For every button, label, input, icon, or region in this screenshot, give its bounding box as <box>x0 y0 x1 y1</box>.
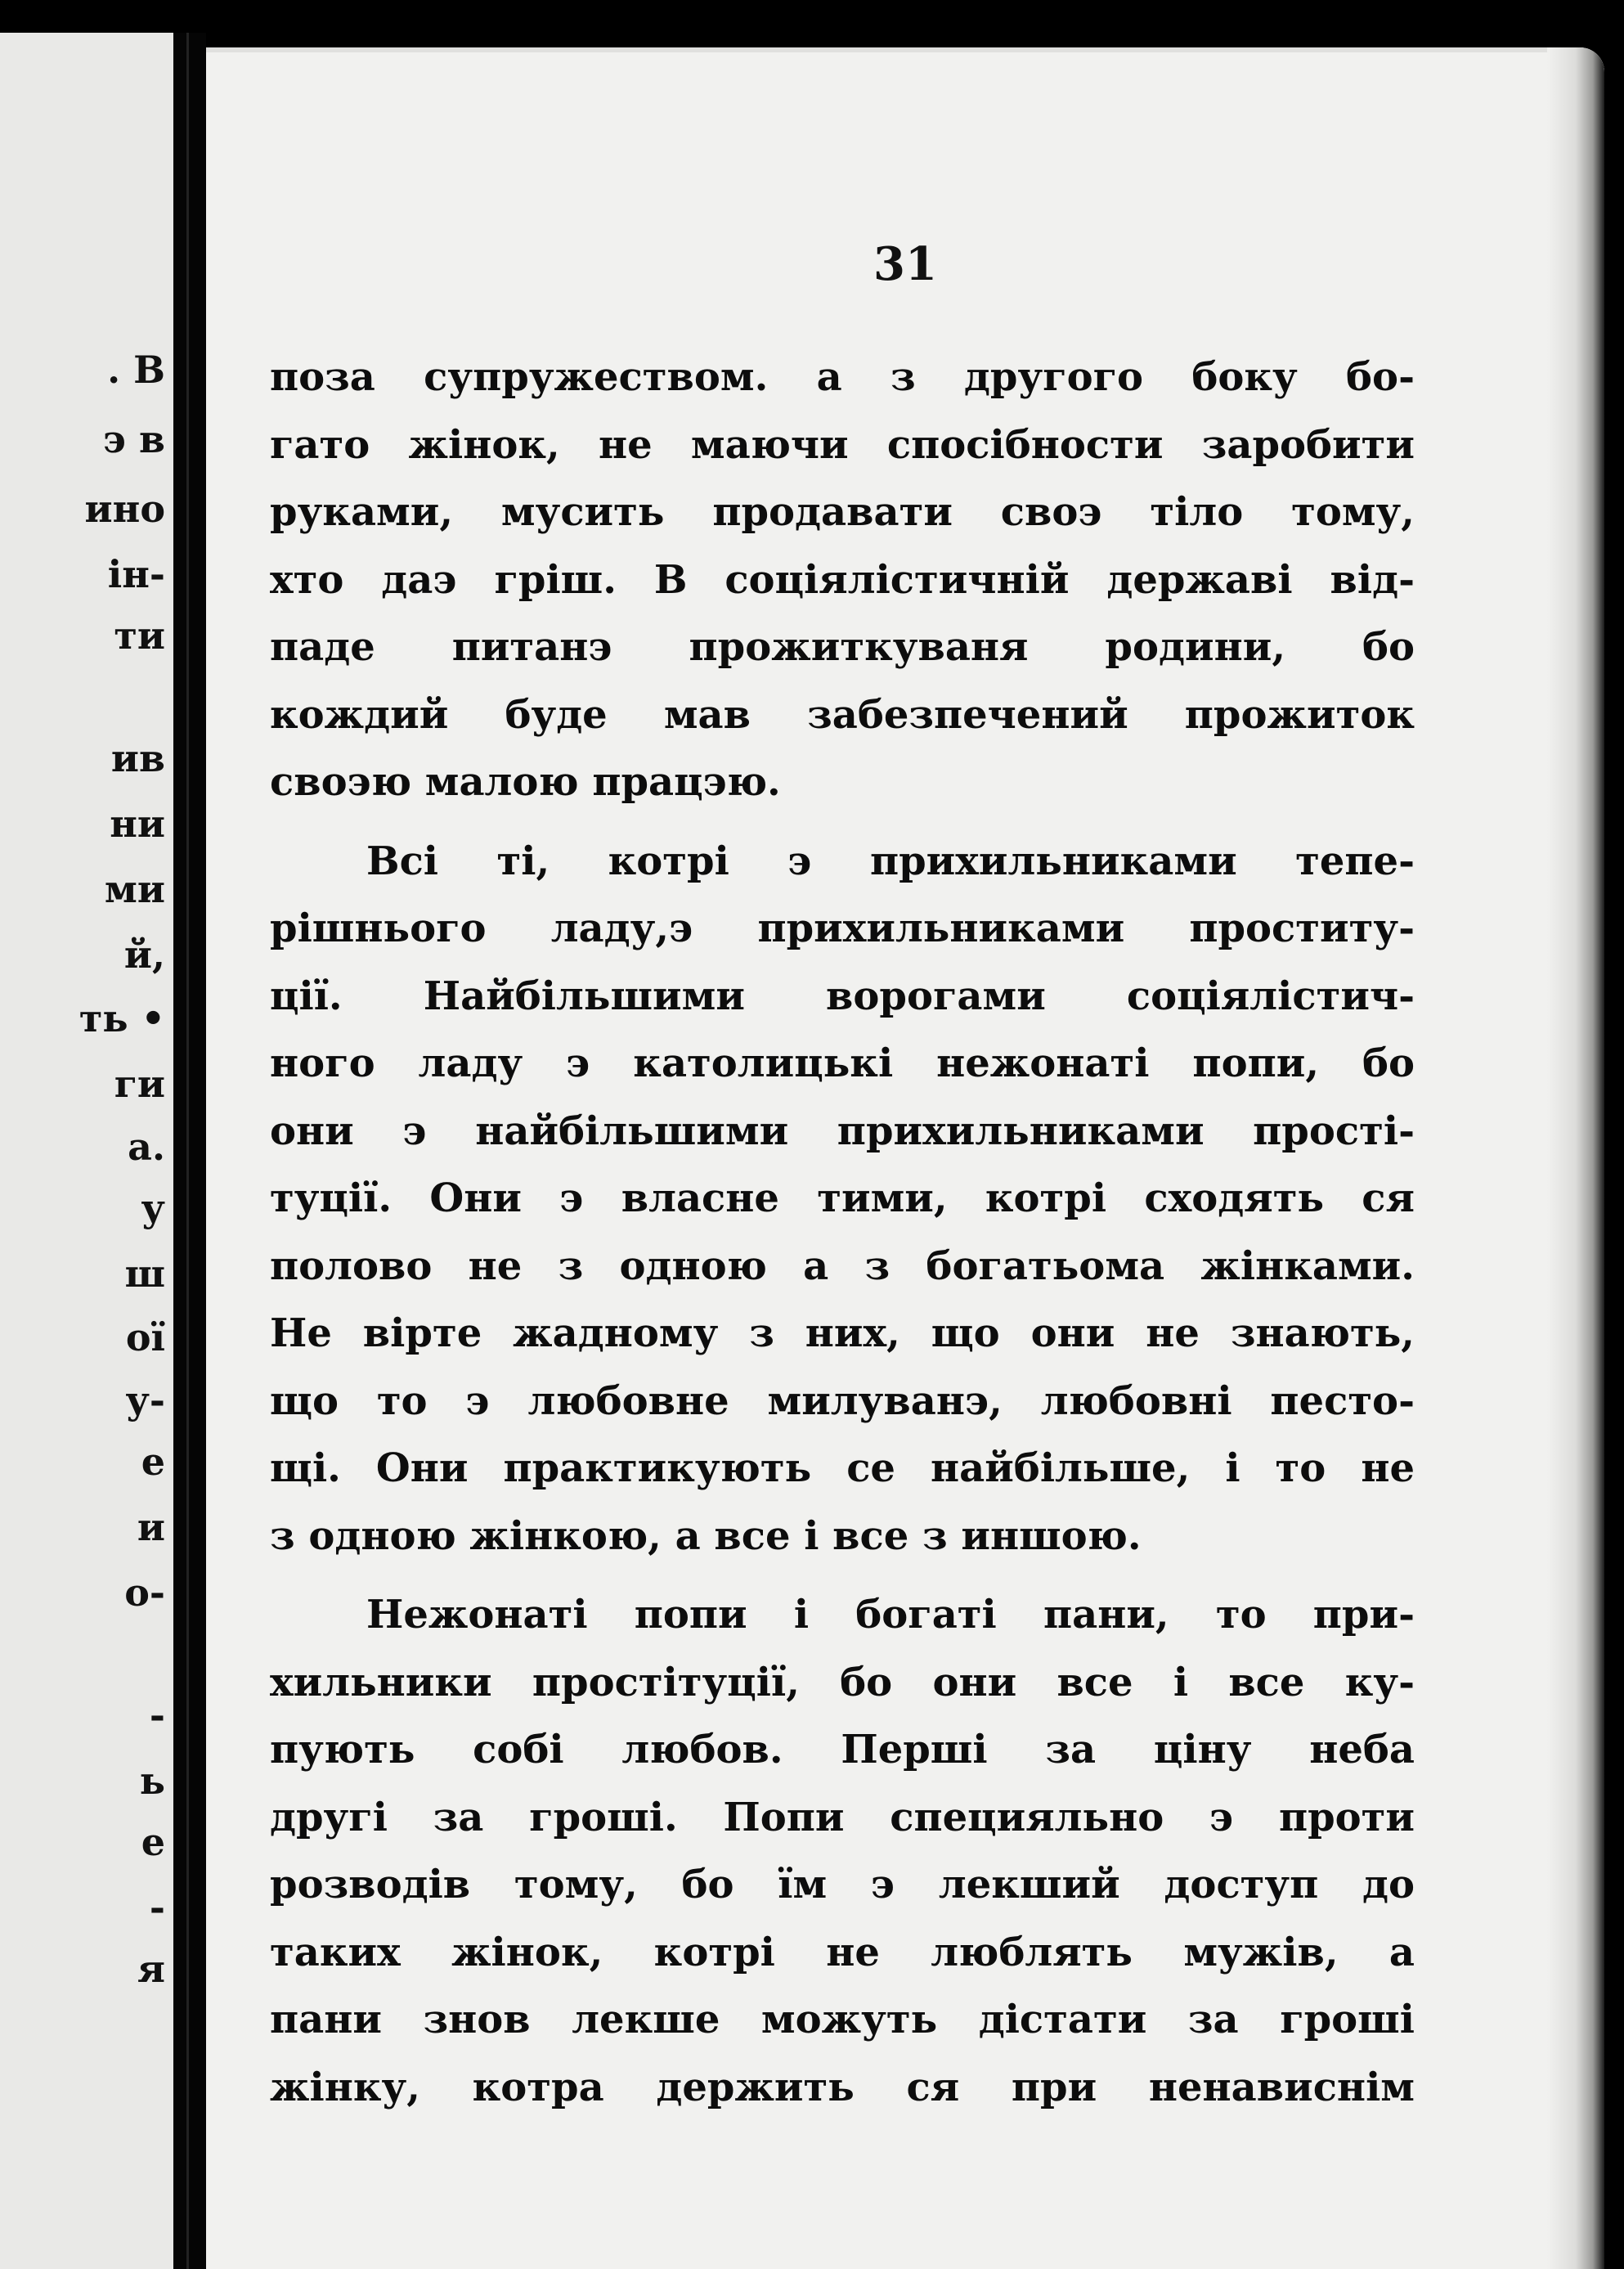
previous-page-text-fragment: и <box>137 1505 165 1549</box>
previous-page-text-fragment: ми <box>104 867 165 911</box>
previous-page-text-fragment: ь <box>139 1759 165 1803</box>
text-line: паде питанэ прожиткуваня родини, бо <box>270 624 1415 670</box>
text-line: Всі ті, котрі э прихильниками тепе- <box>366 838 1415 884</box>
book-spine-gutter <box>173 33 206 2269</box>
text-line: руками, мусить продавати своэ тіло тому, <box>270 489 1415 535</box>
previous-page-text-fragment: ш <box>124 1251 165 1296</box>
previous-page-text-fragment: у <box>141 1186 165 1230</box>
previous-page-text-fragment: ін- <box>107 552 165 596</box>
previous-page-text-fragment: ив <box>110 736 165 780</box>
spine-line <box>186 33 189 2269</box>
text-line: они э найбільшими прихильниками прості- <box>270 1108 1415 1154</box>
text-line: Не вірте жадному з них, що они не знають, <box>270 1310 1415 1356</box>
paragraph <box>270 1581 1415 2121</box>
text-line: другі за гроші. Попи специяльно э проти <box>270 1794 1415 1840</box>
text-line: полово не з одною а з богатьома жінками. <box>270 1242 1415 1289</box>
text-line: Нежонаті попи і богаті пани, то при- <box>366 1592 1415 1638</box>
page-body-text <box>270 344 1415 2121</box>
text-line: розводів тому, бо їм э лекший доступ до <box>270 1862 1415 1907</box>
text-line: жінку, котра держить ся при ненависнім <box>270 2064 1415 2110</box>
text-line: хто даэ гріш. В соціялістичній державі від- <box>270 556 1415 603</box>
text-line: що то э любовне милуванэ, любовні песто- <box>270 1377 1415 1424</box>
page-number: 31 <box>873 237 937 291</box>
previous-page-text-fragment: ти <box>114 613 165 658</box>
previous-page-text-fragment: о- <box>124 1570 165 1615</box>
paragraph <box>270 828 1415 1570</box>
text-line: пани знов лекше можуть дістати за гроші <box>270 1997 1415 2042</box>
previous-page-text-fragment: е <box>141 1820 165 1864</box>
previous-page-text-fragment: - <box>149 1885 165 1930</box>
previous-page-text-fragment: а. <box>128 1125 165 1169</box>
text-line: гато жінок, не маючи спосібности заробити <box>270 421 1415 468</box>
previous-page-text-fragment: у- <box>125 1378 165 1422</box>
previous-page-text-fragment: ино <box>84 487 165 531</box>
current-page <box>206 47 1604 2269</box>
previous-page-edge <box>0 33 173 2269</box>
text-line: щі. Они практикують се найбільше, і то не <box>270 1445 1415 1491</box>
previous-page-text-fragment: ги <box>114 1062 165 1106</box>
text-line: своэю малою працэю. <box>270 759 781 805</box>
previous-page-text-fragment: ни <box>110 802 165 846</box>
text-line: кождий буде мав забезпечений прожиток <box>270 691 1415 738</box>
text-line: з одною жінкою, а все і все з иншою. <box>270 1512 1142 1559</box>
text-line: ції. Найбільшими ворогами соціялістич- <box>270 973 1415 1019</box>
text-line: ного ладу э католицькі нежонаті попи, бо <box>270 1040 1415 1086</box>
text-line: хильники простітуції, бо они все і все ку- <box>270 1659 1415 1705</box>
text-line: таких жінок, котрі не люблять мужів, а <box>270 1929 1415 1975</box>
previous-page-text-fragment: . В <box>107 348 165 392</box>
previous-page-text-fragment: ть • <box>79 996 165 1040</box>
previous-page-text-fragment: я <box>137 1947 165 1991</box>
previous-page-text-fragment: е <box>141 1440 165 1484</box>
text-line: рішнього ладу,э прихильниками проститу- <box>270 905 1415 951</box>
text-line: туції. Они э власне тими, котрі сходять ся <box>270 1175 1415 1221</box>
previous-page-text-fragment: - <box>149 1693 165 1737</box>
paragraph <box>270 344 1415 816</box>
previous-page-text-fragment: э в <box>103 417 165 461</box>
previous-page-text-fragment: й, <box>123 932 165 977</box>
page-edge-shadow <box>1547 47 1604 2269</box>
previous-page-text-fragment: ої <box>125 1315 165 1359</box>
text-line: пують собі любов. Перші за ціну неба <box>270 1727 1415 1773</box>
text-line: поза супружеством. а з другого боку бо- <box>270 354 1415 400</box>
